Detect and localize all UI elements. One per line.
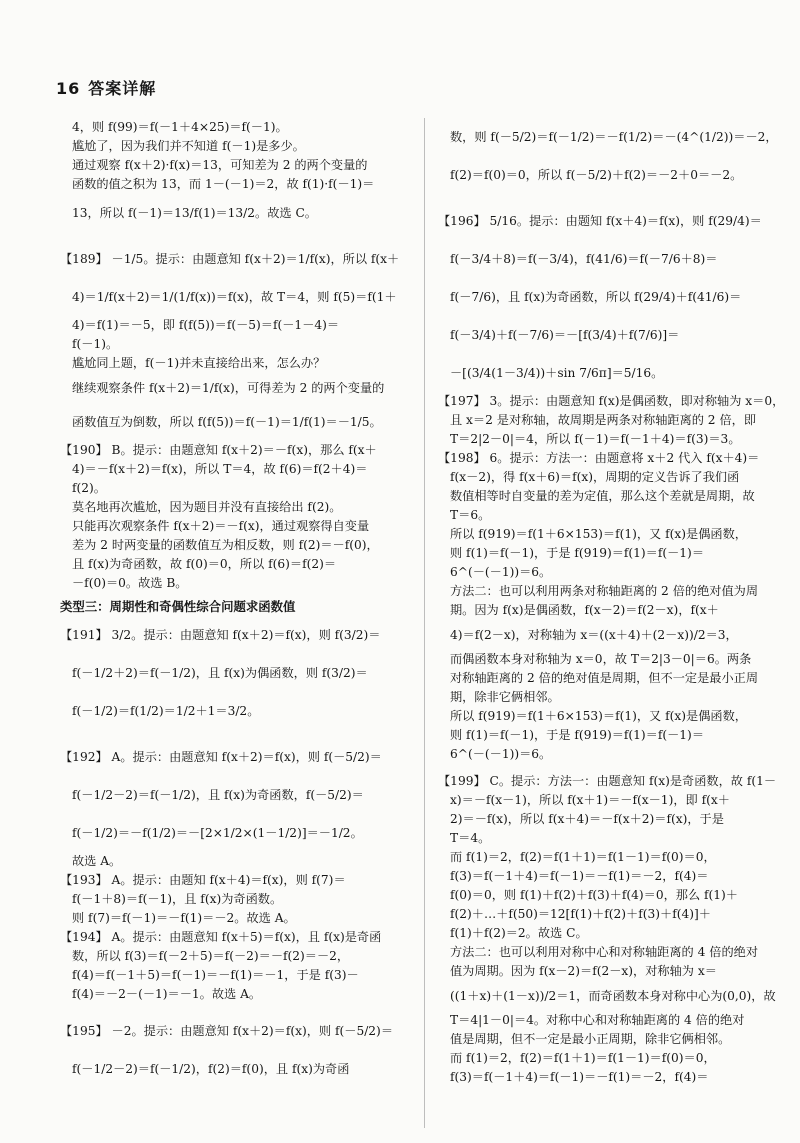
text-line: 【195】 －2。提示：由题意知 f(x＋2)＝f(x)，则 f(－5/2)＝ — [60, 1024, 394, 1038]
text-line: 方法二：也可以利用两条对称轴距离的 2 倍的绝对值为周 — [450, 584, 759, 598]
text-line: 而 f(1)＝2，f(2)＝f(1＋1)＝f(1－1)＝f(0)＝0， — [450, 850, 716, 864]
text-line: f(2)。 — [72, 481, 106, 495]
text-line: 数值相等时自变量的差为定值，那么这个差就是周期，故 — [450, 489, 755, 503]
text-line: 数，所以 f(3)＝f(－2＋5)＝f(－2)＝－f(2)＝－2， — [72, 949, 350, 963]
text-line: T＝6。 — [450, 508, 491, 522]
text-line: f(2)＝f(0)＝0，所以 f(－5/2)＋f(2)＝－2＋0＝－2。 — [450, 168, 743, 182]
text-line: f(0)＝0，则 f(1)＋f(2)＋f(3)＋f(4)＝0，那么 f(1)＋ — [450, 888, 738, 902]
text-line: 则 f(1)＝f(－1)，于是 f(919)＝f(1)＝f(－1)＝ — [450, 728, 705, 742]
text-line: 【191】 3/2。提示：由题意知 f(x＋2)＝f(x)，则 f(3/2)＝ — [60, 628, 381, 642]
text-line: f(－1/2－2)＝f(－1/2)，f(2)＝f(0)，且 f(x)为奇函 — [72, 1062, 350, 1076]
text-line: 【192】 A。提示：由题意知 f(x＋2)＝f(x)，则 f(－5/2)＝ — [60, 750, 382, 764]
text-line: 故选 A。 — [72, 854, 122, 868]
text-line: 函数值互为倒数，所以 f(f(5))＝f(－1)＝1/f(1)＝－1/5。 — [72, 415, 382, 429]
text-line: 数，则 f(－5/2)＝f(－1/2)＝－f(1/2)＝－(4^(1/2))＝－2， — [450, 130, 778, 144]
text-line: 只能再次观察条件 f(x＋2)＝－f(x)，通过观察得自变量 — [72, 519, 370, 533]
text-line: 尴尬同上题，f(－1)并未直接给出来，怎么办？ — [72, 356, 326, 370]
text-line: 【189】 －1/5。提示：由题意知 f(x＋2)＝1/f(x)，所以 f(x＋ — [60, 252, 400, 266]
text-line: 对称轴距离的 2 倍的绝对值是周期，但不一定是最小正周 — [450, 671, 759, 685]
text-line: f(－1/2＋2)＝f(－1/2)，且 f(x)为偶函数，则 f(3/2)＝ — [72, 666, 368, 680]
text-line: f(－1＋8)＝f(－1)，且 f(x)为奇函数。 — [72, 892, 283, 906]
text-line: f(3)＝f(－1＋4)＝f(－1)＝－f(1)＝－2，f(4)＝ — [450, 869, 709, 883]
text-line: 而偶函数本身对称轴为 x＝0，故 T＝2|3－0|＝6。两条 — [450, 652, 752, 666]
text-line: f(－1/2)＝－f(1/2)＝－[2×1/2×(1－1/2)]＝－1/2。 — [72, 826, 363, 840]
text-line: f(3)＝f(－1＋4)＝f(－1)＝－f(1)＝－2，f(4)＝ — [450, 1070, 709, 1084]
text-line: 期，除非它俩相邻。 — [450, 690, 560, 704]
text-line: 【196】 5/16。提示：由题知 f(x＋4)＝f(x)，则 f(29/4)＝ — [438, 214, 762, 228]
text-line: f(－1)。 — [72, 337, 119, 351]
text-line: 4)＝1/f(x＋2)＝1/(1/f(x))＝f(x)，故 T＝4，则 f(5)＝f(1＋ — [72, 290, 397, 304]
page-title: 答案详解 — [88, 79, 157, 98]
column-divider — [424, 118, 425, 1128]
text-line: －f(0)＝0。故选 B。 — [72, 576, 188, 590]
text-line: 4)＝f(1)＝－5，即 f(f(5))＝f(－5)＝f(－1－4)＝ — [72, 318, 340, 332]
text-line: 4)＝－f(x＋2)＝f(x)，所以 T＝4，故 f(6)＝f(2＋4)＝ — [72, 462, 368, 476]
text-line: 值为周期。因为 f(x－2)＝f(2－x)，对称轴为 x＝ — [450, 964, 717, 978]
text-line: 所以 f(919)＝f(1＋6×153)＝f(1)，又 f(x)是偶函数， — [450, 527, 747, 541]
text-line: 尴尬了，因为我们并不知道 f(－1)是多少。 — [72, 139, 305, 153]
page-number: 16 — [56, 79, 81, 98]
text-line: ((1＋x)＋(1－x))/2＝1，而奇函数本身对称中心为(0,0)，故 — [450, 989, 776, 1003]
text-line: 则 f(1)＝f(－1)，于是 f(919)＝f(1)＝f(－1)＝ — [450, 546, 705, 560]
text-line: 6^(－(－1))＝6。 — [450, 565, 552, 579]
text-line: 通过观察 f(x＋2)·f(x)＝13，可知差为 2 的两个变量的 — [72, 158, 368, 172]
text-line: 【194】 A。提示：由题意知 f(x＋5)＝f(x)，且 f(x)是奇函 — [60, 930, 382, 944]
text-line: T＝4。 — [450, 831, 491, 845]
text-line: 则 f(7)＝f(－1)＝－f(1)＝－2。故选 A。 — [72, 911, 296, 925]
text-line: 【199】 C。提示：方法一：由题意知 f(x)是奇函数，故 f(1－ — [438, 774, 777, 788]
text-line: f(－3/4)＋f(－7/6)＝－[f(3/4)＋f(7/6)]＝ — [450, 328, 680, 342]
text-line: f(－1/2－2)＝f(－1/2)，且 f(x)为奇函数，f(－5/2)＝ — [72, 788, 364, 802]
text-line: x)＝－f(x－1)，所以 f(x＋1)＝－f(x－1)，即 f(x＋ — [450, 793, 730, 807]
text-line: 【198】 6。提示：方法一：由题意将 x＋2 代入 f(x＋4)＝ — [438, 451, 760, 465]
text-line: 6^(－(－1))＝6。 — [450, 747, 552, 761]
text-line: 且 f(x)为奇函数，故 f(0)＝0，所以 f(6)＝f(2)＝ — [72, 557, 337, 571]
left-text-column — [60, 118, 420, 1088]
text-line: 值是周期，但不一定是最小正周期，除非它俩相邻。 — [450, 1032, 731, 1046]
text-line: f(4)＝－2－(－1)＝－1。故选 A。 — [72, 987, 262, 1001]
text-line: 差为 2 时两变量的函数值互为相反数，则 f(2)＝－f(0)， — [72, 538, 379, 552]
text-line: 2)＝－f(x)，所以 f(x＋4)＝－f(x＋2)＝f(x)，于是 — [450, 812, 724, 826]
text-line: f(2)＋…＋f(50)＝12[f(1)＋f(2)＋f(3)＋f(4)]＋ — [450, 907, 711, 921]
text-line: 莫名地再次尴尬，因为题目并没有直接给出 f(2)。 — [72, 500, 342, 514]
text-line: f(1)＋f(2)＝2。故选 C。 — [450, 926, 588, 940]
text-line: f(－1/2)＝f(1/2)＝1/2＋1＝3/2。 — [72, 704, 260, 718]
text-line: T＝4|1－0|＝4。对称中心和对称轴距离的 4 倍的绝对 — [450, 1013, 745, 1027]
text-line: 方法二：也可以利用对称中心和对称轴距离的 4 倍的绝对 — [450, 945, 759, 959]
text-line: 4)＝f(2－x)，对称轴为 x＝((x＋4)＋(2－x))/2＝3， — [450, 628, 738, 642]
text-line: f(x－2)，得 f(x＋6)＝f(x)，周期的定义告诉了我们函 — [450, 470, 740, 484]
text-line: 【190】 B。提示：由题意知 f(x＋2)＝－f(x)，那么 f(x＋ — [60, 443, 377, 457]
text-line: 期。因为 f(x)是偶函数，f(x－2)＝f(2－x)，f(x＋ — [450, 603, 719, 617]
text-line: 【193】 A。提示：由题知 f(x＋4)＝f(x)，则 f(7)＝ — [60, 873, 346, 887]
text-line: 而 f(1)＝2，f(2)＝f(1＋1)＝f(1－1)＝f(0)＝0， — [450, 1051, 716, 1065]
page-header — [56, 76, 156, 99]
text-line: T＝2|2－0|＝4，所以 f(－1)＝f(－1＋4)＝f(3)＝3。 — [450, 432, 741, 446]
text-line: 所以 f(919)＝f(1＋6×153)＝f(1)，又 f(x)是偶函数， — [450, 709, 747, 723]
text-line: 类型三：周期性和奇偶性综合问题求函数值 — [60, 599, 296, 614]
right-text-column — [438, 118, 786, 1087]
text-line: 13，所以 f(－1)＝13/f(1)＝13/2。故选 C。 — [72, 206, 317, 220]
text-line: f(－7/6)，且 f(x)为奇函数，所以 f(29/4)＋f(41/6)＝ — [450, 290, 742, 304]
text-line: 4，则 f(99)＝f(－1＋4×25)＝f(－1)。 — [72, 120, 288, 134]
text-line: 继续观察条件 f(x＋2)＝1/f(x)，可得差为 2 的两个变量的 — [72, 381, 385, 395]
text-line: 函数的值之积为 13，而 1－(－1)＝2，故 f(1)·f(－1)＝ — [72, 177, 375, 191]
text-line: －[(3/4(1－3/4))＋sin 7/6π]＝5/16。 — [450, 366, 664, 380]
text-line: f(4)＝f(－1＋5)＝f(－1)＝－f(1)＝－1，于是 f(3)－ — [72, 968, 359, 982]
text-line: 且 x＝2 是对称轴，故周期是两条对称轴距离的 2 倍，即 — [450, 413, 757, 427]
text-line: f(－3/4＋8)＝f(－3/4)，f(41/6)＝f(－7/6＋8)＝ — [450, 252, 718, 266]
text-line: 【197】 3。提示：由题意知 f(x)是偶函数，即对称轴为 x＝0， — [438, 394, 785, 408]
